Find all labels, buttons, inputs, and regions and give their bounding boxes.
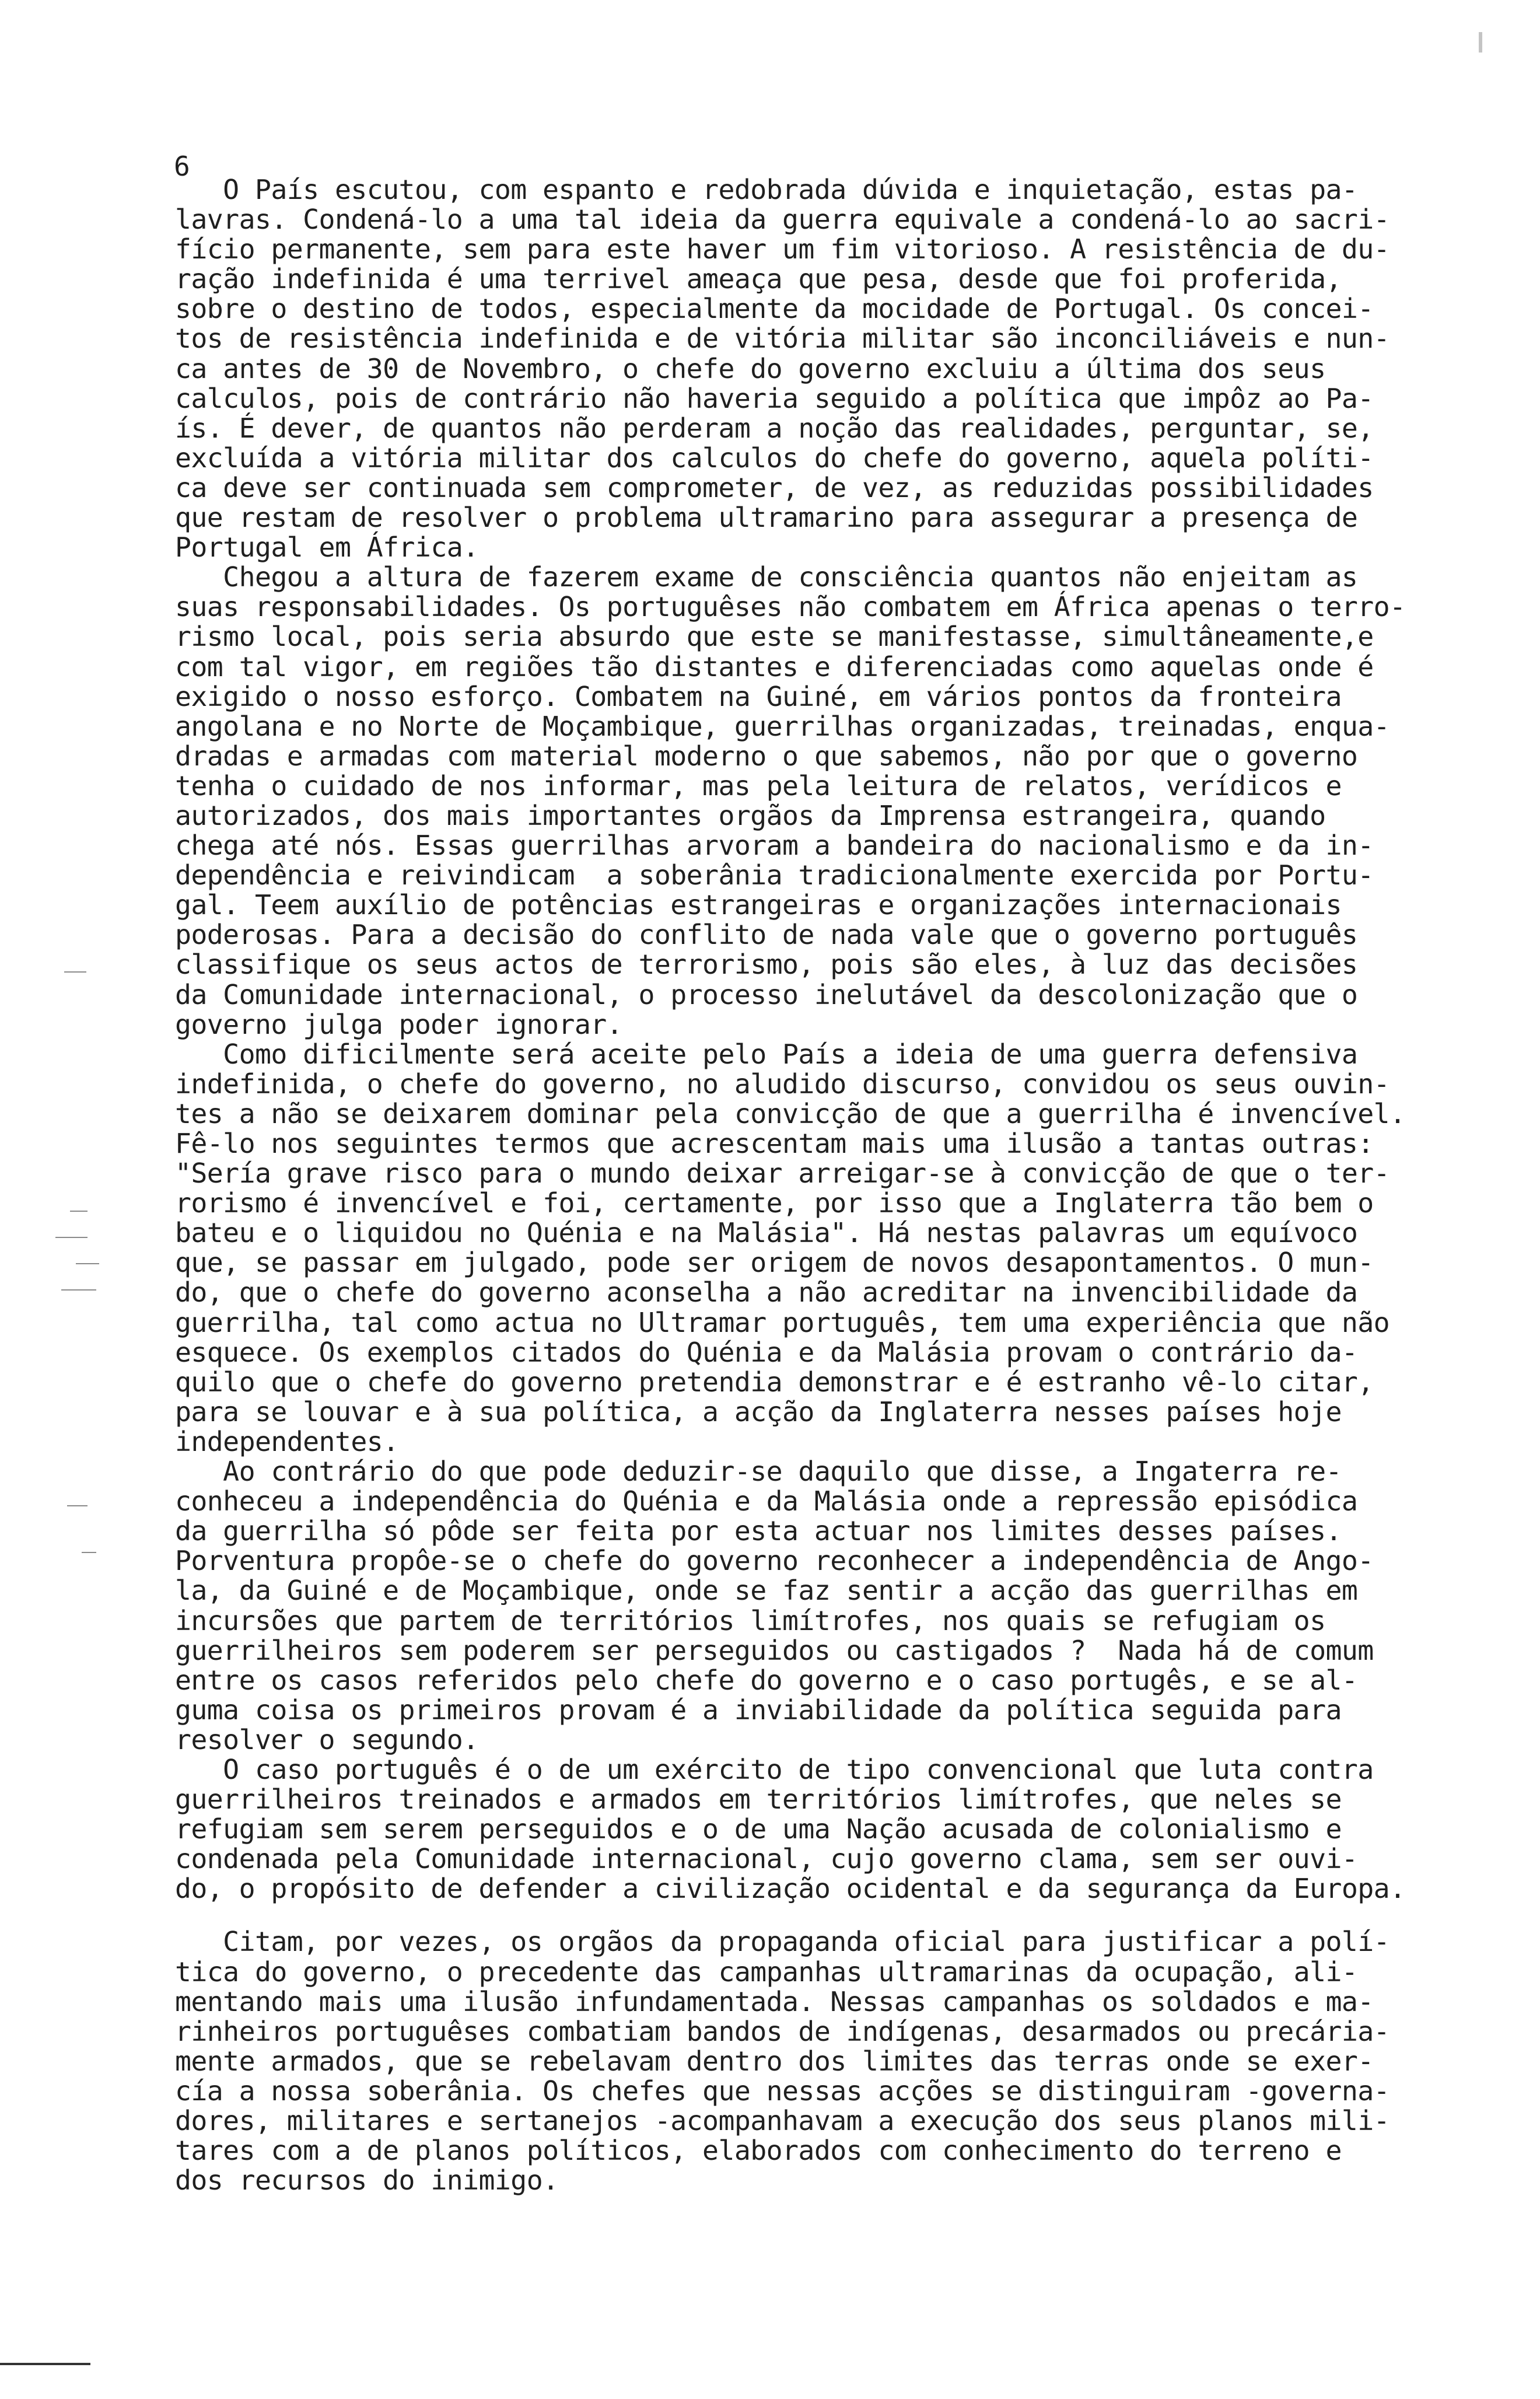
text-line: "Sería grave risco para o mundo deixar arreigar-se à convicção de que o ter- xyxy=(175,1157,1390,1190)
text-line: O caso português é o de um exército de tipo convencional que luta contra xyxy=(175,1753,1374,1785)
text-line: guerrilha, tal como actua no Ultramar português, tem uma experiência que não xyxy=(175,1306,1390,1338)
text-line: sobre o destino de todos, especialmente da mocidade de Portugal. Os concei- xyxy=(175,293,1374,325)
text-line: poderosas. Para a decisão do conflito de nada vale que o governo português xyxy=(175,919,1358,951)
text-line: Ao contrário do que pode deduzir-se daquilo que disse, a Ingaterra re- xyxy=(175,1456,1342,1488)
text-line: dependência e reivindicam a soberânia tradicionalmente exercida por Portu- xyxy=(175,859,1374,891)
text-line: dos recursos do inimigo. xyxy=(175,2164,559,2197)
text-line: da guerrilha só pôde ser feita por esta actuar nos limites desses países. xyxy=(175,1515,1342,1547)
text-line: Chegou a altura de fazerem exame de consciência quantos não enjeitam as xyxy=(175,561,1358,593)
text-line: que, se passar em julgado, pode ser origem de novos desapontamentos. O mun- xyxy=(175,1247,1374,1279)
text-line: O País escutou, com espanto e redobrada dúvida e inquietação, estas pa- xyxy=(175,174,1358,205)
text-line: incursões que partem de territórios limítrofes, nos quais se refugiam os xyxy=(175,1604,1326,1636)
paragraph-gap xyxy=(175,1904,1517,1927)
text-line: lavras. Condená-lo a uma tal ideia da guerra equivale a condená-lo ao sacri- xyxy=(175,204,1390,236)
text-line: Como dificilmente será aceite pelo País a ideia de uma guerra defensiva xyxy=(175,1038,1358,1070)
text-line: do, que o chefe do governo aconselha a não acreditar na invencibilidade da xyxy=(175,1277,1358,1309)
text-line: ís. É dever, de quantos não perderam a noção das realidades, perguntar, se, xyxy=(175,412,1374,444)
text-line: resolver o segundo. xyxy=(175,1723,479,1755)
text-line: Fê-lo nos seguintes termos que acrescentam mais uma ilusão a tantas outras: xyxy=(175,1128,1374,1159)
text-line: independentes. xyxy=(175,1425,399,1457)
text-line: ração indefinida é uma terrivel ameaça que pesa, desde que foi proferida, xyxy=(175,263,1342,295)
text-line: suas responsabilidades. Os portuguêses não combatem em África apenas o terro- xyxy=(175,591,1406,623)
text-line: fício permanente, sem para este haver um fim vitorioso. A resistência de du- xyxy=(175,233,1390,265)
text-line: esquece. Os exemplos citados do Quénia e da Malásia provam o contrário da- xyxy=(175,1336,1358,1368)
text-line: guma coisa os primeiros provam é a inviabilidade da política seguida para xyxy=(175,1694,1342,1726)
text-line: exigido o nosso esforço. Combatem na Guiné, em vários pontos da fronteira xyxy=(175,680,1342,712)
margin-scan-mark xyxy=(67,1505,88,1506)
text-line: mente armados, que se rebelavam dentro dos limites das terras onde se exer- xyxy=(175,2045,1374,2077)
text-line: tica do governo, o precedente das campanhas ultramarinas da ocupação, ali- xyxy=(175,1956,1358,1988)
text-line: indefinida, o chefe do governo, no aludido discurso, convidou os seus ouvin- xyxy=(175,1068,1390,1100)
text-line: governo julga poder ignorar. xyxy=(175,1008,623,1040)
text-line: condenada pela Comunidade internacional, cujo governo clama, sem ser ouvi- xyxy=(175,1843,1358,1875)
text-line: Porventura propôe-se o chefe do governo reconhecer a independência de Ango- xyxy=(175,1545,1374,1577)
text-line: mentando mais uma ilusão infundamentada. Nessas campanhas os soldados e ma- xyxy=(175,1985,1374,2017)
text-line: calculos, pois de contrário não haveria seguido a política que impôz ao Pa- xyxy=(175,382,1374,414)
text-line: autorizados, dos mais importantes orgãos da Imprensa estrangeira, quando xyxy=(175,799,1326,831)
text-line: que restam de resolver o problema ultramarino para assegurar a presença de xyxy=(175,502,1358,534)
text-line: tares com a de planos políticos, elaborados com conhecimento do terreno e xyxy=(175,2135,1342,2167)
text-line: conheceu a independência do Quénia e da Malásia onde a repressão episódica xyxy=(175,1485,1358,1517)
text-line: la, da Guiné e de Moçambique, onde se faz sentir a acção das guerrilhas em xyxy=(175,1575,1358,1607)
text-line: entre os casos referidos pelo chefe do governo e o caso portugês, e se al- xyxy=(175,1664,1358,1696)
text-line: para se louvar e à sua política, a acção da Inglaterra nesses países hoje xyxy=(175,1396,1342,1428)
text-line: gal. Teem auxílio de potências estrangeiras e organizações internacionais xyxy=(175,889,1342,921)
text-line: dores, militares e sertanejos -acompanhavam a execução dos seus planos mili- xyxy=(175,2105,1390,2136)
margin-scan-mark xyxy=(61,1289,96,1291)
text-line: chega até nós. Essas guerrilhas arvoram a bandeira do nacionalismo e da in- xyxy=(175,830,1374,862)
margin-scan-mark xyxy=(55,1237,88,1238)
text-line: guerrilheiros treinados e armados em territórios limítrofes, que neles se xyxy=(175,1783,1342,1816)
text-line: tes a não se deixarem dominar pela convicção de que a guerrilha é invencível. xyxy=(175,1097,1406,1129)
text-line: Portugal em África. xyxy=(175,531,479,564)
text-line: rinheiros portuguêses combatiam bandos de indígenas, desarmados ou precária- xyxy=(175,2015,1390,2047)
text-line: bateu e o liquidou no Quénia e na Malásia". Há nestas palavras um equívoco xyxy=(175,1217,1358,1249)
text-line: quilo que o chefe do governo pretendia demonstrar e é estranho vê-lo citar, xyxy=(175,1366,1374,1398)
page-number: 6 xyxy=(174,151,190,182)
text-line: rismo local, pois seria absurdo que este se manifestasse, simultâneamente,e xyxy=(175,621,1374,653)
text-line: guerrilheiros sem poderem ser perseguidos ou castigados ? Nada há de comum xyxy=(175,1634,1374,1666)
text-line: tos de resistência indefinida e de vitória militar são inconciliáveis e nun- xyxy=(175,323,1390,355)
margin-scan-mark xyxy=(82,1552,96,1553)
text-line: Citam, por vezes, os orgãos da propaganda oficial para justificar a polí- xyxy=(175,1926,1390,1958)
text-line: angolana e no Norte de Moçambique, guerrilhas organizadas, treinadas, enqua- xyxy=(175,710,1390,742)
text-line: do, o propósito de defender a civilização ocidental e da segurança da Europa. xyxy=(175,1873,1406,1905)
scan-corner-mark xyxy=(1479,32,1482,53)
text-line: rorismo é invencível e foi, certamente, por isso que a Inglaterra tão bem o xyxy=(175,1187,1374,1219)
margin-scan-mark xyxy=(70,1211,88,1212)
text-line: tenha o cuidado de nos informar, mas pela leitura de relatos, verídicos e xyxy=(175,770,1342,802)
text-line: dradas e armadas com material moderno o que sabemos, não por que o governo xyxy=(175,740,1358,772)
text-line: cía a nossa soberânia. Os chefes que nessas acções se distinguiram -governa- xyxy=(175,2075,1390,2107)
text-line: ca deve ser continuada sem comprometer, de vez, as reduzidas possibilidades xyxy=(175,471,1374,503)
text-line: classifique os seus actos de terrorismo, pois são eles, à luz das decisões xyxy=(175,949,1358,981)
text-line: refugiam sem serem perseguidos e o de uma Nação acusada de colonialismo e xyxy=(175,1813,1342,1845)
text-line: excluída a vitória militar dos calculos do chefe do governo, aquela políti- xyxy=(175,442,1374,474)
body-text xyxy=(175,175,1517,2195)
bottom-edge-rule xyxy=(0,2363,90,2365)
text-line: da Comunidade internacional, o processo inelutável da descolonização que o xyxy=(175,978,1358,1010)
margin-scan-mark xyxy=(64,971,86,973)
text-line: com tal vigor, em regiões tão distantes e diferenciadas como aquelas onde é xyxy=(175,651,1374,683)
text-line: ca antes de 30 de Novembro, o chefe do governo excluiu a última dos seus xyxy=(175,352,1326,384)
margin-scan-mark xyxy=(76,1263,99,1264)
